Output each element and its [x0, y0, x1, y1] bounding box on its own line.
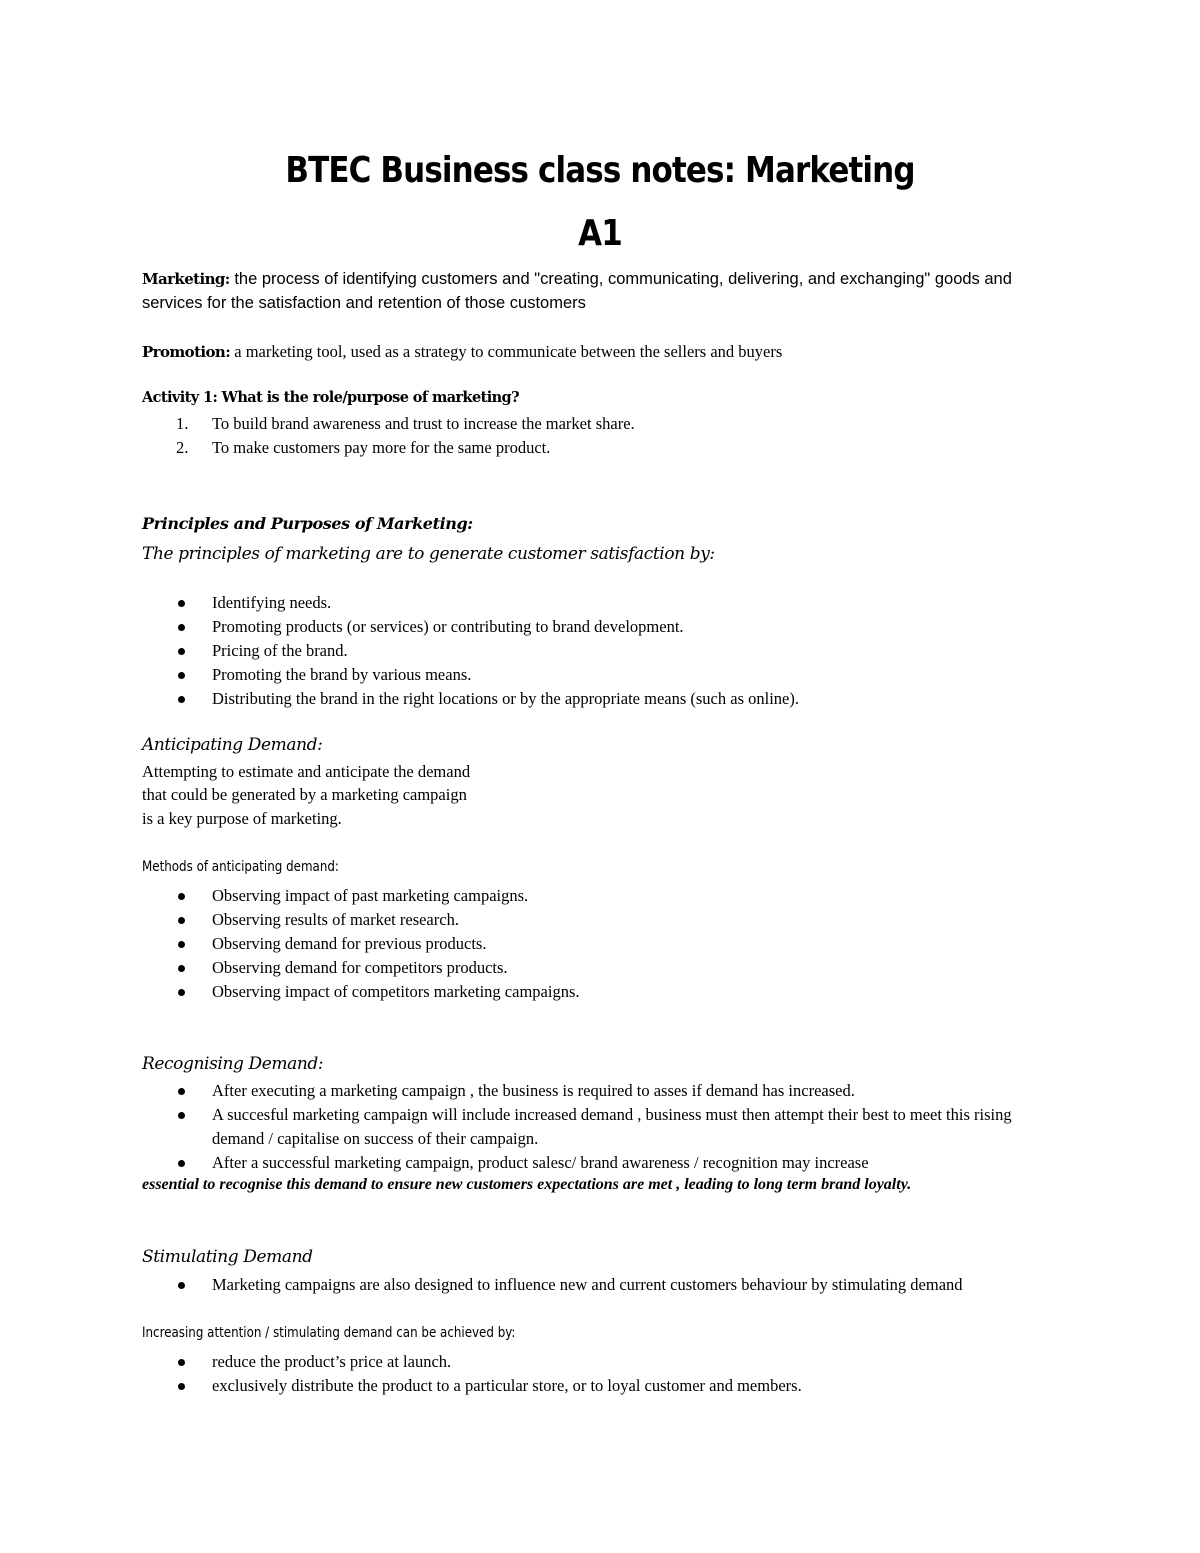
principles-subheading: The principles of marketing are to generate customer satisfaction by: [142, 544, 715, 564]
marketing-term: Marketing: [142, 270, 230, 288]
list-item: Observing demand for previous products. [142, 932, 1062, 956]
anticipating-line-3: is a key purpose of marketing. [142, 809, 342, 828]
list-item: Distributing the brand in the right locations or by the appropriate means (such as online). [142, 687, 1062, 711]
promotion-definition-text: a marketing tool, used as a strategy to communicate between the sellers and buyers [230, 342, 783, 361]
list-item: After executing a marketing campaign , the business is required to asses if demand has increased. [142, 1079, 1062, 1103]
list-item: exclusively distribute the product to a particular store, or to loyal customer and members. [142, 1374, 1062, 1398]
recognising-list [142, 1079, 1062, 1175]
marketing-definition [142, 268, 1042, 315]
principles-heading: Principles and Purposes of Marketing: [142, 514, 473, 533]
promotion-definition [142, 340, 1042, 365]
stimulating-subheading: Increasing attention / stimulating demand can be achieved by: [142, 1325, 516, 1341]
list-item: Identifying needs. [142, 591, 1062, 615]
page-title: BTEC Business class notes: Marketing [285, 150, 915, 191]
list-item: 1. To build brand awareness and trust to increase the market share. [176, 414, 635, 433]
list-item: reduce the product’s price at launch. [142, 1350, 1062, 1374]
list-item: Observing demand for competitors products. [142, 956, 1062, 980]
list-item: 2. To make customers pay more for the same product. [176, 438, 551, 457]
anticipating-line-2: that could be generated by a marketing campaign [142, 785, 467, 804]
methods-list [142, 884, 1062, 1004]
activity1-heading: Activity 1: What is the role/purpose of marketing? [142, 389, 519, 406]
list-item: A succesful marketing campaign will include increased demand , business must then attempt their best to meet this rising demand / capitalise on success of their campaign. [142, 1103, 1062, 1151]
list-item: Marketing campaigns are also designed to influence new and current customers behaviour by stimulating demand [142, 1273, 1062, 1297]
stimulating-list [142, 1273, 1062, 1297]
stimulating-sublist [142, 1350, 1062, 1398]
marketing-definition-text: the process of identifying customers and "creating, communicating, delivering, and exchanging" goods and services for the satisfaction and retention of those customers [142, 270, 1012, 312]
anticipating-line-1: Attempting to estimate and anticipate the demand [142, 762, 471, 781]
stimulating-heading: Stimulating Demand [142, 1247, 313, 1267]
recognising-heading: Recognising Demand: [142, 1054, 324, 1074]
list-item: After a successful marketing campaign, product salesc/ brand awareness / recognition may increase [142, 1151, 1062, 1175]
list-item: Observing results of market research. [142, 908, 1062, 932]
methods-heading: Methods of anticipating demand: [142, 859, 339, 875]
page-subtitle: A1 [578, 213, 622, 254]
list-item: Pricing of the brand. [142, 639, 1062, 663]
anticipating-heading: Anticipating Demand: [142, 735, 323, 755]
principles-list [142, 591, 1062, 711]
list-item: Promoting products (or services) or contributing to brand development. [142, 615, 1062, 639]
list-item: Observing impact of competitors marketing campaigns. [142, 980, 1062, 1004]
list-item: Observing impact of past marketing campaigns. [142, 884, 1062, 908]
recognising-note: essential to recognise this demand to ensure new customers expectations are met , leading to long term brand loyalty. [142, 1176, 912, 1193]
promotion-term: Promotion: [142, 343, 231, 361]
list-item: Promoting the brand by various means. [142, 663, 1062, 687]
activity1-list [142, 412, 1062, 460]
